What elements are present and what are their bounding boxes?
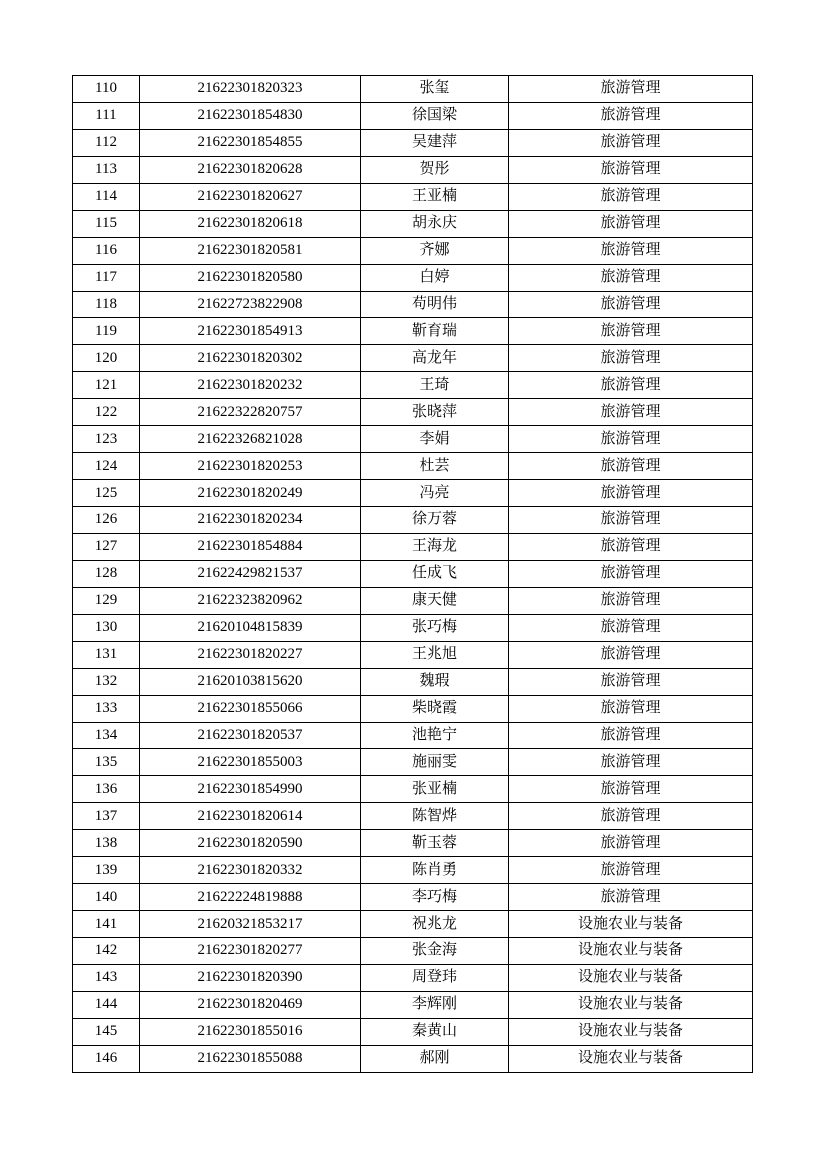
major-cell: 旅游管理 [509,453,753,480]
table-row [73,668,753,695]
student-id-cell: 21622301820323 [140,76,361,103]
row-number-cell: 142 [73,938,140,965]
row-number-cell: 119 [73,318,140,345]
table-row [73,964,753,991]
table-row [73,884,753,911]
student-name-cell: 张金海 [361,938,509,965]
student-name-cell: 齐娜 [361,237,509,264]
student-id-cell: 21622301820627 [140,183,361,210]
major-cell: 旅游管理 [509,426,753,453]
student-id-cell: 21622301820469 [140,991,361,1018]
row-number-cell: 112 [73,129,140,156]
student-name-cell: 康天健 [361,587,509,614]
row-number-cell: 125 [73,480,140,507]
table-row [73,426,753,453]
row-number-cell: 144 [73,991,140,1018]
student-name-cell: 杜芸 [361,453,509,480]
row-number-cell: 130 [73,614,140,641]
major-cell: 旅游管理 [509,695,753,722]
major-cell: 旅游管理 [509,857,753,884]
major-cell: 设施农业与装备 [509,1018,753,1045]
table-row [73,533,753,560]
student-name-cell: 张亚楠 [361,776,509,803]
student-id-cell: 21622301820590 [140,830,361,857]
row-number-cell: 139 [73,857,140,884]
row-number-cell: 136 [73,776,140,803]
row-number-cell: 132 [73,668,140,695]
table-row [73,129,753,156]
row-number-cell: 124 [73,453,140,480]
table-row [73,102,753,129]
student-name-cell: 王兆旭 [361,641,509,668]
table-row [73,614,753,641]
table-row [73,210,753,237]
student-name-cell: 任成飞 [361,560,509,587]
major-cell: 旅游管理 [509,210,753,237]
student-id-cell: 21622301820580 [140,264,361,291]
table-row [73,399,753,426]
student-name-cell: 陈肖勇 [361,857,509,884]
table-row [73,372,753,399]
student-name-cell: 王海龙 [361,533,509,560]
student-id-cell: 21622301855016 [140,1018,361,1045]
student-id-cell: 21622301854990 [140,776,361,803]
major-cell: 设施农业与装备 [509,911,753,938]
table-row [73,237,753,264]
row-number-cell: 118 [73,291,140,318]
major-cell: 旅游管理 [509,129,753,156]
row-number-cell: 145 [73,1018,140,1045]
student-name-cell: 徐万蓉 [361,507,509,534]
major-cell: 旅游管理 [509,237,753,264]
major-cell: 旅游管理 [509,560,753,587]
major-cell: 旅游管理 [509,803,753,830]
student-id-cell: 21622301855088 [140,1045,361,1072]
major-cell: 旅游管理 [509,264,753,291]
major-cell: 旅游管理 [509,830,753,857]
table-row [73,507,753,534]
student-id-cell: 21622301820277 [140,938,361,965]
student-name-cell: 李巧梅 [361,884,509,911]
student-name-cell: 祝兆龙 [361,911,509,938]
row-number-cell: 129 [73,587,140,614]
student-table [72,75,753,1073]
row-number-cell: 134 [73,722,140,749]
major-cell: 旅游管理 [509,533,753,560]
row-number-cell: 115 [73,210,140,237]
student-name-cell: 靳育瑞 [361,318,509,345]
student-id-cell: 21622723822908 [140,291,361,318]
student-id-cell: 21620103815620 [140,668,361,695]
major-cell: 旅游管理 [509,76,753,103]
row-number-cell: 120 [73,345,140,372]
student-id-cell: 21622301855066 [140,695,361,722]
student-name-cell: 周登玮 [361,964,509,991]
table-row [73,641,753,668]
student-name-cell: 秦黄山 [361,1018,509,1045]
student-id-cell: 21622429821537 [140,560,361,587]
table-row [73,156,753,183]
student-id-cell: 21620321853217 [140,911,361,938]
major-cell: 设施农业与装备 [509,991,753,1018]
student-id-cell: 21622301820614 [140,803,361,830]
table-row [73,938,753,965]
student-table-body [73,76,753,1073]
student-id-cell: 21620104815839 [140,614,361,641]
row-number-cell: 127 [73,533,140,560]
row-number-cell: 128 [73,560,140,587]
student-name-cell: 白婷 [361,264,509,291]
table-row [73,264,753,291]
student-id-cell: 21622322820757 [140,399,361,426]
row-number-cell: 131 [73,641,140,668]
table-row [73,776,753,803]
table-row [73,991,753,1018]
major-cell: 旅游管理 [509,102,753,129]
table-row [73,291,753,318]
major-cell: 旅游管理 [509,372,753,399]
major-cell: 旅游管理 [509,641,753,668]
major-cell: 旅游管理 [509,668,753,695]
student-id-cell: 21622301855003 [140,749,361,776]
table-row [73,749,753,776]
table-row [73,722,753,749]
student-id-cell: 21622301854855 [140,129,361,156]
row-number-cell: 117 [73,264,140,291]
student-id-cell: 21622301820227 [140,641,361,668]
table-row [73,1045,753,1072]
table-row [73,1018,753,1045]
student-id-cell: 21622301820253 [140,453,361,480]
row-number-cell: 135 [73,749,140,776]
table-row [73,76,753,103]
major-cell: 旅游管理 [509,291,753,318]
major-cell: 旅游管理 [509,156,753,183]
row-number-cell: 126 [73,507,140,534]
row-number-cell: 110 [73,76,140,103]
table-row [73,345,753,372]
table-row [73,560,753,587]
student-id-cell: 21622301820302 [140,345,361,372]
student-id-cell: 21622301820234 [140,507,361,534]
student-name-cell: 王琦 [361,372,509,399]
major-cell: 旅游管理 [509,776,753,803]
row-number-cell: 141 [73,911,140,938]
table-row [73,453,753,480]
table-row [73,695,753,722]
row-number-cell: 122 [73,399,140,426]
student-id-cell: 21622301854884 [140,533,361,560]
major-cell: 设施农业与装备 [509,964,753,991]
student-name-cell: 陈智烨 [361,803,509,830]
student-name-cell: 冯亮 [361,480,509,507]
table-row [73,830,753,857]
student-id-cell: 21622301820618 [140,210,361,237]
table-row [73,803,753,830]
student-id-cell: 21622301820390 [140,964,361,991]
row-number-cell: 133 [73,695,140,722]
major-cell: 旅游管理 [509,345,753,372]
major-cell: 旅游管理 [509,507,753,534]
student-name-cell: 胡永庆 [361,210,509,237]
table-row [73,183,753,210]
student-name-cell: 靳玉蓉 [361,830,509,857]
row-number-cell: 137 [73,803,140,830]
major-cell: 旅游管理 [509,749,753,776]
student-name-cell: 李娟 [361,426,509,453]
major-cell: 旅游管理 [509,183,753,210]
student-id-cell: 21622301854913 [140,318,361,345]
row-number-cell: 143 [73,964,140,991]
student-name-cell: 吴建萍 [361,129,509,156]
major-cell: 设施农业与装备 [509,1045,753,1072]
student-id-cell: 21622301820332 [140,857,361,884]
major-cell: 旅游管理 [509,614,753,641]
student-name-cell: 张巧梅 [361,614,509,641]
major-cell: 旅游管理 [509,884,753,911]
student-id-cell: 21622301820232 [140,372,361,399]
table-row [73,480,753,507]
student-id-cell: 21622301820249 [140,480,361,507]
row-number-cell: 113 [73,156,140,183]
table-row [73,857,753,884]
row-number-cell: 123 [73,426,140,453]
row-number-cell: 114 [73,183,140,210]
row-number-cell: 111 [73,102,140,129]
student-name-cell: 柴晓霞 [361,695,509,722]
student-name-cell: 郝刚 [361,1045,509,1072]
student-id-cell: 21622301820581 [140,237,361,264]
row-number-cell: 121 [73,372,140,399]
student-name-cell: 池艳宁 [361,722,509,749]
student-id-cell: 21622326821028 [140,426,361,453]
row-number-cell: 146 [73,1045,140,1072]
student-id-cell: 21622323820962 [140,587,361,614]
major-cell: 旅游管理 [509,399,753,426]
row-number-cell: 138 [73,830,140,857]
student-name-cell: 苟明伟 [361,291,509,318]
student-name-cell: 施丽雯 [361,749,509,776]
table-row [73,318,753,345]
major-cell: 旅游管理 [509,480,753,507]
student-name-cell: 徐国梁 [361,102,509,129]
student-name-cell: 李辉刚 [361,991,509,1018]
major-cell: 设施农业与装备 [509,938,753,965]
student-name-cell: 贺彤 [361,156,509,183]
table-row [73,587,753,614]
student-id-cell: 21622224819888 [140,884,361,911]
row-number-cell: 116 [73,237,140,264]
student-id-cell: 21622301820628 [140,156,361,183]
student-name-cell: 王亚楠 [361,183,509,210]
student-id-cell: 21622301854830 [140,102,361,129]
major-cell: 旅游管理 [509,318,753,345]
student-id-cell: 21622301820537 [140,722,361,749]
student-name-cell: 张晓萍 [361,399,509,426]
student-name-cell: 张玺 [361,76,509,103]
student-name-cell: 魏瑕 [361,668,509,695]
major-cell: 旅游管理 [509,587,753,614]
row-number-cell: 140 [73,884,140,911]
table-row [73,911,753,938]
student-name-cell: 高龙年 [361,345,509,372]
major-cell: 旅游管理 [509,722,753,749]
